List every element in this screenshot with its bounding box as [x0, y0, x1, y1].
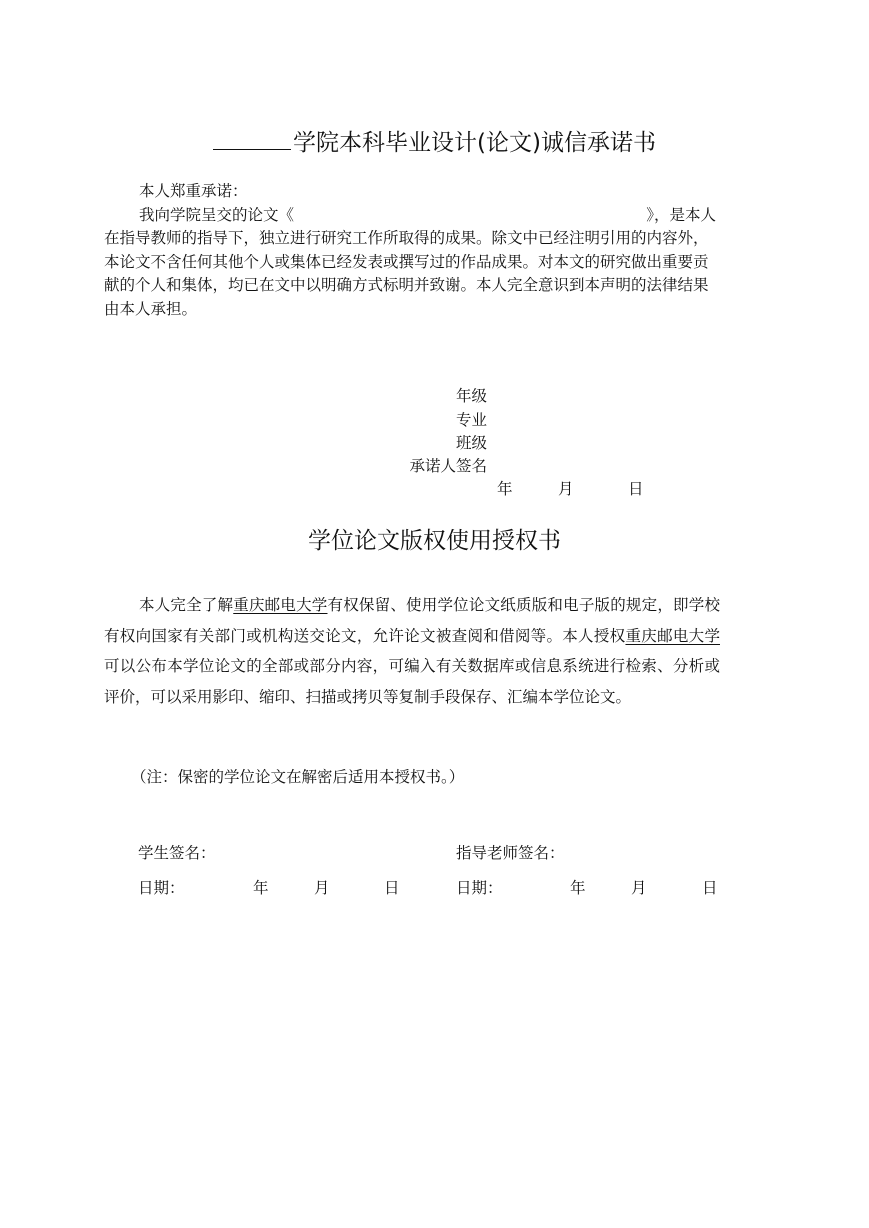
pledge-date-month: 月	[558, 480, 574, 498]
student-date-day: 日	[384, 879, 400, 897]
authorization-title: 学位论文版权使用授权书	[308, 528, 561, 554]
auth-text-b: 有权保留、使用学位论文纸质版和电子版的规定，即学校有权向国家有关部门或机构送交论文，允许论文被查阅和借阅等。本人授权	[104, 596, 720, 645]
advisor-date-label: 日期：	[456, 879, 503, 897]
class-label: 班级	[455, 434, 487, 452]
pledge-body	[104, 180, 716, 321]
advisor-date-month: 月	[631, 879, 647, 897]
student-sign-label: 学生签名：	[138, 844, 216, 862]
pledge-opening: 本人郑重承诺：	[139, 182, 248, 200]
student-date-month: 月	[314, 879, 330, 897]
student-date-label: 日期：	[138, 879, 185, 897]
authorization-note: （注：保密的学位论文在解密后适用本授权书。）	[131, 768, 465, 786]
thesis-title-blank[interactable]	[294, 204, 611, 228]
pledge-title-text: 学院本科毕业设计(论文)诚信承诺书	[293, 130, 656, 156]
auth-text-c: 可以公布本学位论文的全部或部分内容，可编入有关数据库或信息系统进行检索、分析或评价，可以采用影印、缩印、扫描或拷贝等复制手段保存、汇编本学位论文。	[104, 657, 720, 706]
pledge-date-day: 日	[628, 480, 644, 498]
advisor-date-day: 日	[702, 879, 718, 897]
pledge-paragraph: 在指导教师的指导下，独立进行研究工作所取得的成果。除文中已经注明引用的内容外，本论文不含任何其他个人或集体已经发表或撰写过的作品成果。对本文的研究做出重要贡献的个人和集体，均已在文中以明确方式标明并致谢。本人完全意识到本声明的法律结果由本人承担。	[104, 229, 709, 318]
university-name: 重庆邮电大学	[233, 596, 328, 614]
authorization-body	[104, 590, 720, 712]
university-name-2: 重庆邮电大学	[625, 626, 720, 645]
auth-text-a: 本人完全了解	[139, 596, 234, 614]
major-label: 专业	[455, 411, 487, 429]
advisor-sign-label: 指导老师签名：	[456, 844, 565, 862]
pledge-thesis-line	[104, 204, 716, 228]
pledge-title	[0, 124, 869, 157]
advisor-date-year: 年	[570, 879, 586, 897]
signature-label: 承诺人签名	[409, 457, 487, 475]
pledge-date-year: 年	[497, 480, 513, 498]
authorization-paragraph	[104, 590, 720, 712]
college-name-blank[interactable]	[213, 131, 291, 150]
thesis-suffix: 》，是本人	[646, 205, 716, 224]
thesis-prefix: 我向学院呈交的论文《	[139, 205, 295, 224]
student-date-year: 年	[253, 879, 269, 897]
grade-label: 年级	[455, 387, 487, 405]
